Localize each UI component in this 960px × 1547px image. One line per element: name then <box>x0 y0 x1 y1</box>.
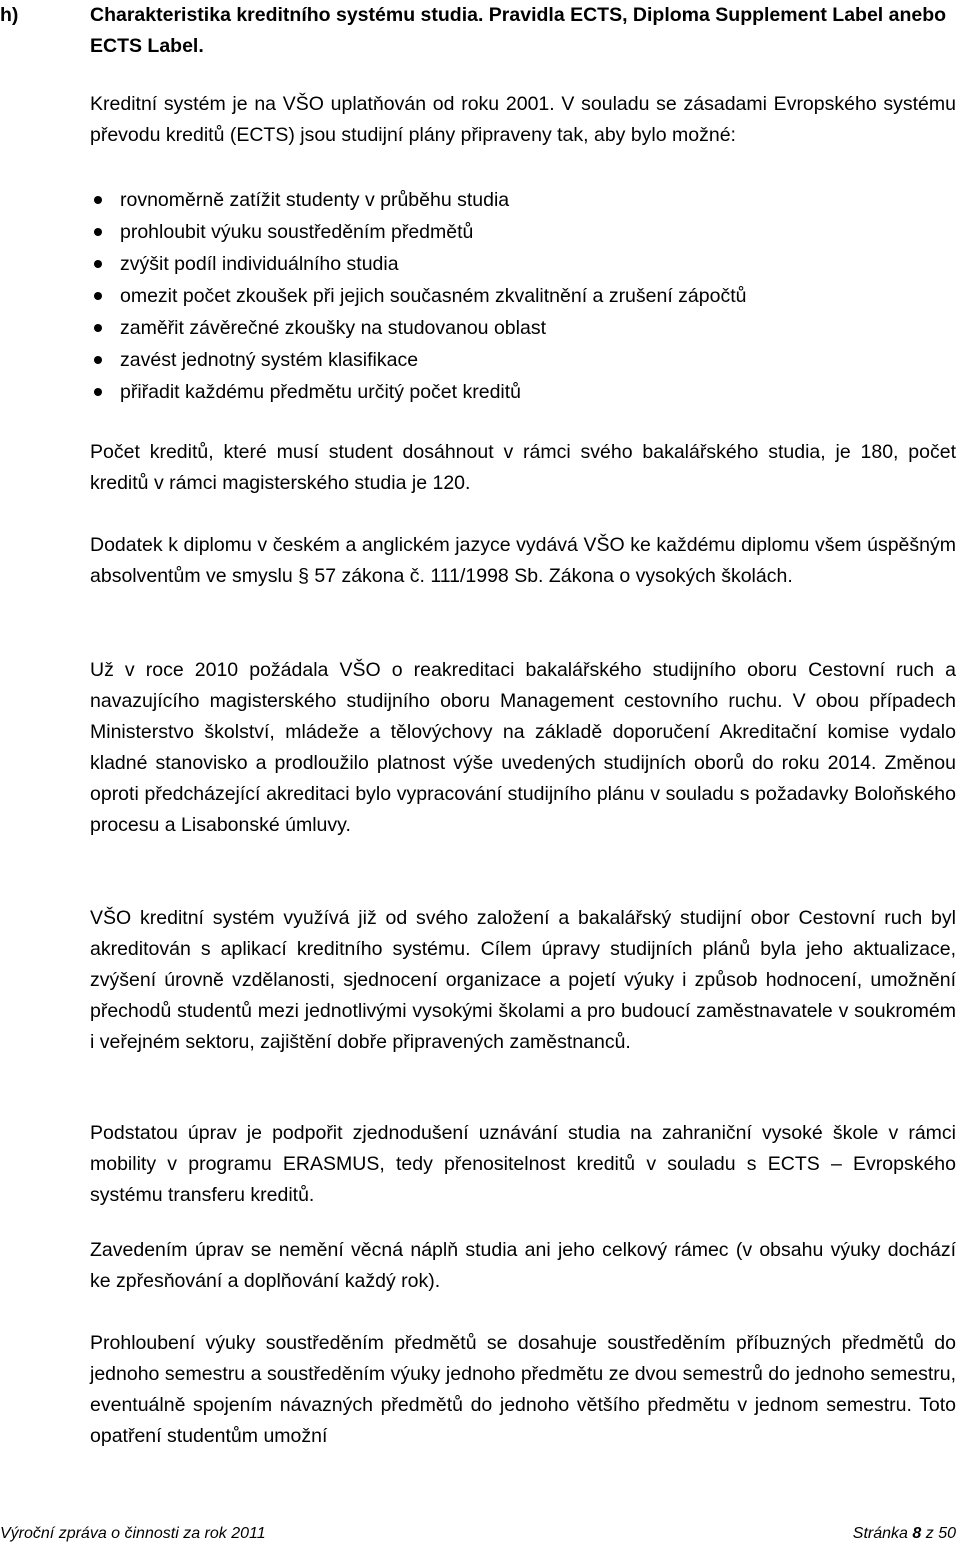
bullet-icon <box>94 388 102 396</box>
list-item: rovnoměrně zatížit studenty v průběhu studia <box>90 184 956 216</box>
erasmus-paragraph: Podstatou úprav je podpořit zjednodušení uznávání studia na zahraniční vysoké škole v rámci mobility v programu ERASMUS, tedy přenositelnost kreditů v souladu s ECTS – Evropského systému transferu kreditů. <box>90 1122 956 1206</box>
goals-list <box>90 184 956 408</box>
bullet-icon <box>94 356 102 364</box>
section-title: Charakteristika kreditního systému studia. Pravidla ECTS, Diploma Supplement Label anebo ECTS Label. <box>90 4 947 57</box>
total-pages: 50 <box>938 1525 956 1542</box>
bullet-icon <box>94 228 102 236</box>
bullet-icon <box>94 260 102 268</box>
credits-paragraph: Počet kreditů, které musí student dosáhnout v rámci svého bakalářského studia, je 180, počet kreditů v rámci magisterského studia je 120. <box>90 441 956 494</box>
list-item: zaměřit závěrečné zkoušky na studovanou oblast <box>90 312 956 344</box>
list-item: přiřadit každému předmětu určitý počet kreditů <box>90 376 956 408</box>
list-item: zvýšit podíl individuálního studia <box>90 248 956 280</box>
intro-paragraph: Kreditní systém je na VŠO uplatňován od roku 2001. V souladu se zásadami Evropského systému převodu kreditů (ECTS) jsou studijní plány připraveny tak, aby bylo možné: <box>90 93 956 146</box>
scope-paragraph: Zavedením úprav se nemění věcná náplň studia ani jeho celkový rámec (v obsahu výuky dochází ke zpřesňování a doplňování každý rok). <box>90 1239 956 1292</box>
bullet-icon <box>94 196 102 204</box>
footer-report-title: Výroční zpráva o činnosti za rok 2011 <box>0 1525 266 1542</box>
current-page-number: 8 <box>912 1525 922 1542</box>
deepening-paragraph: Prohloubení výuky soustředěním předmětů se dosahuje soustředěním příbuzných předmětů do jednoho semestru a soustředěním výuky jednoho předmětu ze dvou semestrů do jednoho semestru, eventuálně spojením návazných předmětů do jednoho většího předmětu v jednom semestru. Toto opatření studentům umožní <box>90 1332 956 1447</box>
section-marker: h) <box>0 4 19 26</box>
diploma-supplement-paragraph: Dodatek k diplomu v českém a anglickém jazyce vydává VŠO ke každému diplomu všem úspěšným absolventům ve smyslu § 57 zákona č. 111/1998 Sb. Zákona o vysokých školách. <box>90 534 956 587</box>
list-item: prohloubit výuku soustředěním předmětů <box>90 216 956 248</box>
footer-page-number: Stránka 8 z 50 <box>852 1525 956 1542</box>
list-item: zavést jednotný systém klasifikace <box>90 344 956 376</box>
list-item: omezit počet zkoušek při jejich současném zkvalitnění a zrušení zápočtů <box>90 280 956 312</box>
section-heading <box>0 0 956 57</box>
bullet-icon <box>94 324 102 332</box>
reaccreditation-paragraph: Už v roce 2010 požádala VŠO o reakreditaci bakalářského studijního oboru Cestovní ruch a navazujícího magisterského studijního oboru Management cestovního ruchu. V obou případech Ministerstvo školství, mládeže a tělovýchovy na základě doporučení Akreditační komise vydalo kladné stanovisko a prodloužilo platnost výše uvedených studijních oborů do roku 2014. Změnou oproti předcházející akreditaci bylo vypracování studijního plánu v souladu s požadavky Boloňského procesu a Lisabonské úmluvy. <box>90 659 956 836</box>
credit-system-paragraph: VŠO kreditní systém využívá již od svého založení a bakalářský studijní obor Cestovní ruch byl akreditován s aplikací kreditního systému. Cílem úpravy studijních plánů byla jeho aktualizace, zvýšení úrovně vzdělanosti, sjednocení organizace a pojetí výuky i způsob hodnocení, umožnění přechodů studentů mezi jednotlivými vysokými školami a pro budoucí zaměstnavatele v soukromém i veřejném sektoru, zajištění dobře připravených zaměstnanců. <box>90 907 956 1053</box>
bullet-icon <box>94 292 102 300</box>
